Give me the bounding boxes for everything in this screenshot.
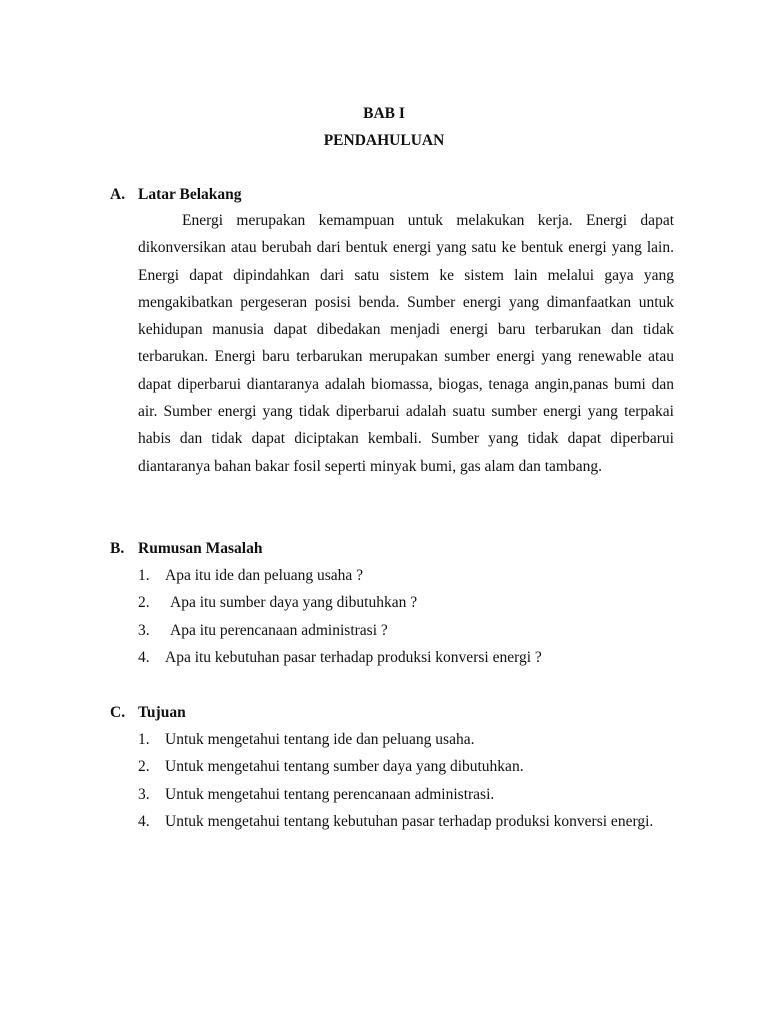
list-item xyxy=(138,726,674,753)
objective-list xyxy=(138,726,674,835)
list-item-number: 4. xyxy=(138,648,150,666)
section-b-heading xyxy=(110,539,262,559)
list-item-text: Apa itu sumber daya yang dibutuhkan ? xyxy=(170,594,418,612)
list-item-number: 3. xyxy=(138,785,150,803)
list-item-text: Apa itu perencanaan administrasi ? xyxy=(170,621,388,639)
section-c-heading xyxy=(110,703,186,723)
list-item xyxy=(138,562,674,589)
section-a-heading xyxy=(110,185,242,205)
list-item-number: 1. xyxy=(138,567,150,584)
section-c-letter: C. xyxy=(110,704,126,721)
list-item xyxy=(138,644,674,671)
list-item-number: 2. xyxy=(138,594,150,612)
list-item-number: 4. xyxy=(138,812,150,830)
section-a-title: Latar Belakang xyxy=(138,186,242,203)
list-item xyxy=(138,753,674,780)
chapter-number: BAB I xyxy=(363,105,405,122)
list-item xyxy=(138,781,674,808)
chapter-title: PENDAHULUAN xyxy=(323,132,445,149)
section-b-title: Rumusan Masalah xyxy=(138,540,263,557)
list-item-number: 3. xyxy=(138,621,150,639)
list-item-number: 2. xyxy=(138,758,150,776)
list-item-text: Untuk mengetahui tentang ide dan peluang usaha. xyxy=(165,731,475,748)
list-item-text: Untuk mengetahui tentang sumber daya yang dibutuhkan. xyxy=(165,758,524,776)
list-item-text: Apa itu ide dan peluang usaha ? xyxy=(165,567,363,584)
problem-list xyxy=(138,562,674,671)
list-item xyxy=(138,808,674,835)
section-a-paragraph: Energi merupakan kemampuan untuk melakukan kerja. Energi dapat dikonversikan atau berubah dari bentuk energi yang satu ke bentuk energi yang lain. Energi dapat dipindahkan dari satu sistem ke sistem lain melalui gaya yang mengakibatkan pergeseran posisi benda. Sumber energi yang dimanfaatkan untuk kehidupan manusia dapat dibedakan menjadi energi baru terbarukan dan tidak terbarukan. Energi baru terbarukan merupakan sumber energi yang renewable atau dapat diperbarui diantaranya adalah biomassa, biogas, tenaga angin,panas bumi dan air. Sumber energi yang tidak diperbarui adalah suatu sumber energi yang terpakai habis dan tidak dapat diciptakan kembali. Sumber yang tidak dapat diperbarui diantaranya bahan bakar fosil seperti minyak bumi, gas alam dan tambang. xyxy=(138,212,674,475)
list-item-text: Untuk mengetahui tentang kebutuhan pasar terhadap produksi konversi energi. xyxy=(165,812,654,830)
list-item-text: Untuk mengetahui tentang perencanaan administrasi. xyxy=(165,785,495,803)
section-b-letter: B. xyxy=(110,540,125,557)
list-item-number: 1. xyxy=(138,731,150,748)
list-item xyxy=(138,589,674,616)
list-item-text: Apa itu kebutuhan pasar terhadap produksi konversi energi ? xyxy=(165,648,542,666)
section-a-letter: A. xyxy=(110,186,126,203)
list-item xyxy=(138,617,674,644)
section-c-title: Tujuan xyxy=(138,704,186,721)
